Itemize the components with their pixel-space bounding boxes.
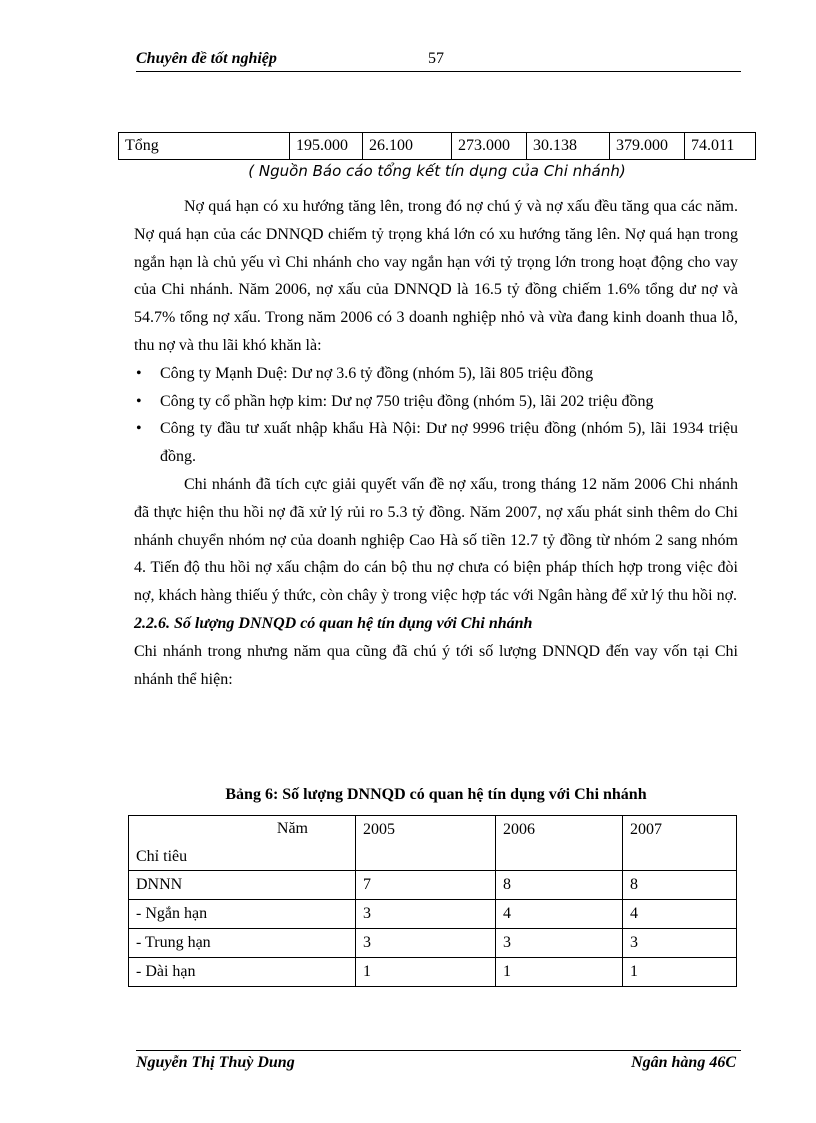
table-cell: 4	[623, 900, 737, 929]
table-cell: 4	[496, 900, 623, 929]
table-row	[129, 929, 737, 958]
bullet-icon: •	[136, 392, 142, 410]
table-cell: 3	[356, 900, 496, 929]
footer-rule	[136, 1050, 741, 1051]
footer-class: Ngân hàng 46C	[631, 1054, 736, 1071]
body-text	[134, 193, 738, 693]
table-row	[129, 958, 737, 987]
table-row	[129, 871, 737, 900]
header-corner-cell	[129, 816, 356, 871]
list-item	[134, 360, 738, 388]
list-item-text: Công ty Mạnh Duệ: Dư nợ 3.6 tỷ đồng (nhóm 5), lãi 805 triệu đồng	[160, 364, 594, 382]
dnnqd-count-table	[128, 815, 737, 987]
list-item-text: Công ty đầu tư xuất nhập khẩu Hà Nội: Dư nợ 9996 triệu đồng (nhóm 5), lãi 1934 triệu đồng.	[160, 420, 738, 466]
table-cell: 30.138	[527, 133, 610, 160]
table-cell: 3	[356, 929, 496, 958]
table-caption: Bảng 6: Số lượng DNNQD có quan hệ tín dụng với Chi nhánh	[225, 786, 647, 803]
table-cell: 1	[496, 958, 623, 987]
page-number: 57	[428, 50, 444, 67]
row-label: DNNN	[129, 871, 356, 900]
paragraph-bad-debt-recovery: Chi nhánh đã tích cực giải quyết vấn đề nợ xấu, trong tháng 12 năm 2006 Chi nhánh đã thực hiện thu hồi nợ đã xử lý rủi ro 5.3 tỷ đồng. Năm 2007, nợ xấu phát sinh thêm do Chi nhánh chuyển nhóm nợ của doanh nghiệp Cao Hà số tiền 12.7 tỷ đồng từ nhóm 2 sang nhóm 4. Tiến độ thu hồi nợ xấu chậm do cán bộ thu nợ chưa có biện pháp thích hợp trong việc đòi nợ, khách hàng thiếu ý thức, còn chây ỳ trong việc hợp tác với Ngân hàng để xử lý thu hồi nợ.	[134, 475, 738, 605]
list-item	[134, 415, 738, 471]
table-cell: 3	[496, 929, 623, 958]
table-row	[119, 133, 756, 160]
column-header: 2005	[356, 816, 496, 871]
column-axis-label: Năm	[276, 820, 308, 837]
row-label: - Dài hạn	[129, 958, 356, 987]
table-cell: Tổng	[119, 133, 290, 160]
bullet-icon: •	[136, 364, 142, 382]
row-label: - Trung hạn	[129, 929, 356, 958]
source-note: ( Nguồn Báo cáo tổng kết tín dụng của Chi nhánh)	[248, 162, 626, 180]
column-header: 2006	[496, 816, 623, 871]
list-item	[134, 388, 738, 416]
row-label: - Ngắn hạn	[129, 900, 356, 929]
bullet-icon: •	[136, 420, 142, 438]
paragraph-intro-table: Chi nhánh trong nhưng năm qua cũng đã chú ý tới số lượng DNNQD đến vay vốn tại Chi nhánh thể hiện:	[134, 642, 738, 688]
list-item-text: Công ty cổ phần hợp kim: Dư nợ 750 triệu đồng (nhóm 5), lãi 202 triệu đồng	[160, 392, 654, 410]
row-axis-label: Chỉ tiêu	[136, 848, 188, 865]
table-cell: 8	[623, 871, 737, 900]
table-cell: 379.000	[610, 133, 685, 160]
section-heading: 2.2.6. Số lượng DNNQD có quan hệ tín dụng với Chi nhánh	[134, 614, 533, 632]
table-cell: 1	[356, 958, 496, 987]
table-row	[129, 900, 737, 929]
table-cell: 8	[496, 871, 623, 900]
footer-author: Nguyễn Thị Thuỳ Dung	[136, 1054, 295, 1071]
column-header: 2007	[623, 816, 737, 871]
total-row-table	[118, 132, 756, 160]
paragraph-overdue-debt: Nợ quá hạn có xu hướng tăng lên, trong đó nợ chú ý và nợ xấu đều tăng qua các năm. Nợ quá hạn của các DNNQD chiếm tỷ trọng khá lớn có xu hướng tăng lên. Nợ quá hạn trong ngắn hạn là chủ yếu vì Chi nhánh cho vay ngắn hạn với tỷ trọng lớn trong hoạt động cho vay của Chi nhánh. Năm 2006, nợ xấu của DNNQD là 16.5 tỷ đồng chiếm 1.6% tổng dư nợ và 54.7% tổng nợ xấu. Trong năm 2006 có 3 doanh nghiệp nhỏ và vừa đang kinh doanh thua lỗ, thu nợ và thu lãi khó khăn là:	[134, 198, 738, 354]
table-cell: 7	[356, 871, 496, 900]
table-cell: 1	[623, 958, 737, 987]
table-cell: 26.100	[363, 133, 452, 160]
header-rule	[136, 71, 741, 72]
header-title: Chuyên đề tốt nghiệp	[136, 50, 277, 67]
table-header-row	[129, 816, 737, 871]
table-cell: 3	[623, 929, 737, 958]
table-cell: 195.000	[290, 133, 363, 160]
table-cell: 74.011	[685, 133, 756, 160]
table-cell: 273.000	[452, 133, 527, 160]
